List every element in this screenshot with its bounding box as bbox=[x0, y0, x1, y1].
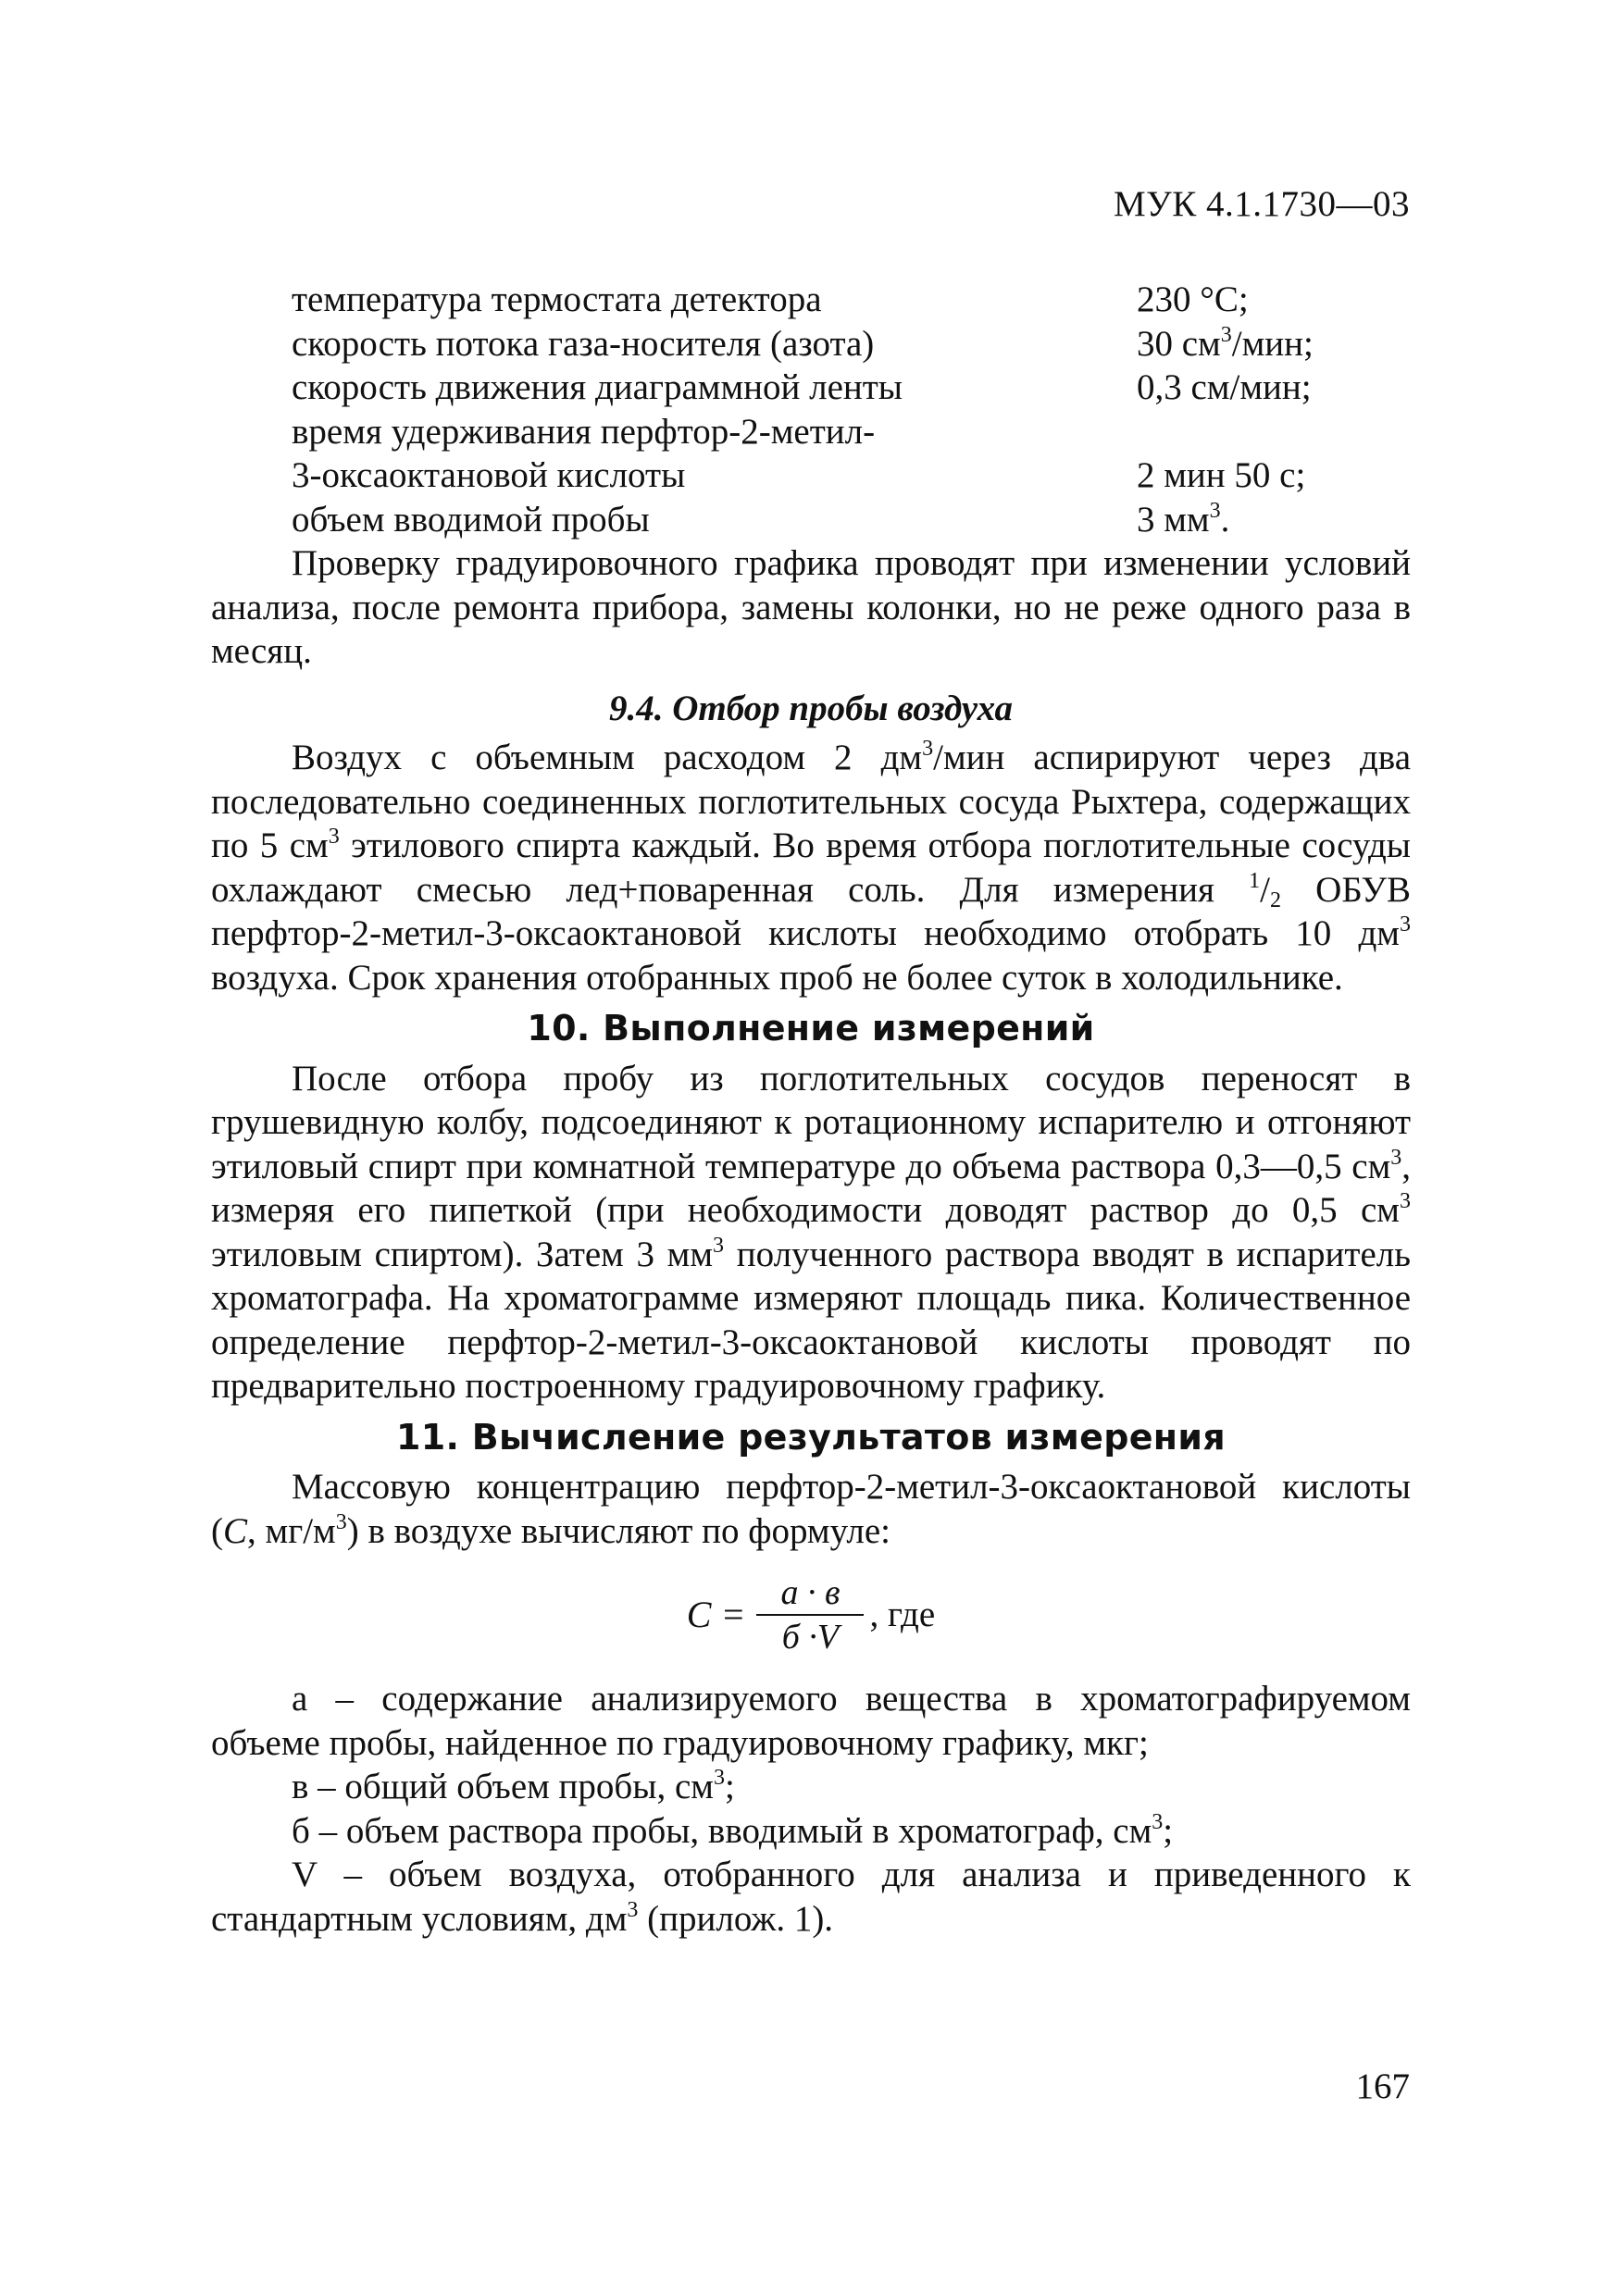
formula-denominator: б ·V bbox=[781, 1618, 840, 1657]
parameters-list bbox=[211, 278, 1411, 541]
parameter-name: скорость движения диаграммной ленты bbox=[292, 367, 903, 407]
parameter-name: время удерживания перфтор-2-метил- bbox=[292, 411, 876, 452]
air-sampling-paragraph: Воздух с объемным расходом 2 $дм^3$/мин аспирируют через два последовательно соединенных поглотительных сосуда Рыхтера, содержащих по 5 $см^3$ этилового спирта каждый. Во время отбора поглотительные сосуды охлаждают смесью лед+поваренная соль. Для измерения $^1/_2$ ОБУВ перфтор-2-метил-3-оксаоктановой кислоты необходимо отобрать 10 $дм^3$ воздуха. Срок хранения отобранных проб не более суток в холодильнике. bbox=[211, 737, 1412, 998]
parameter-name: 3-оксаоктановой кислоты bbox=[292, 455, 686, 495]
parameter-row bbox=[211, 410, 1411, 454]
parameter-value: 3 $мм^3$. bbox=[1137, 498, 1230, 540]
parameter-row bbox=[211, 278, 1411, 322]
formula-lhs: С = bbox=[686, 1594, 746, 1636]
calibration-check-paragraph: Проверку градуировочного графика проводят при изменении условий анализа, после ремонта прибора, замены колонки, но не реже одного раза в месяц. bbox=[211, 543, 1411, 671]
section-title: 11. Вычисление результатов измерения bbox=[396, 1416, 1226, 1458]
fraction-numerator: 1 bbox=[1249, 868, 1261, 893]
subsection-title: 9.4. Отбор пробы воздуха bbox=[608, 688, 1014, 728]
parameter-row bbox=[211, 366, 1411, 410]
section-title: 10. Выполнение измерений bbox=[527, 1008, 1095, 1049]
parameter-row bbox=[211, 322, 1411, 366]
parameter-value: 0,3 см/мин; bbox=[1137, 367, 1312, 407]
document-code-header: МУК 4.1.1730—03 bbox=[1113, 184, 1410, 224]
parameter-name: скорость потока газа-носителя (азота) bbox=[292, 323, 875, 364]
calculation-intro-paragraph: Массовую концентрацию перфтор-2-метил-3-оксаоктановой кислоты (С, $мг/м^3$) в воздухе вычисляют по формуле: bbox=[211, 1467, 1411, 1551]
definition-b: б – объем раствора пробы, вводимый в хроматограф, $см^3$; bbox=[292, 1809, 1174, 1851]
formula-numerator: а · в bbox=[780, 1573, 841, 1612]
definition-a: а – содержание анализируемого вещества в хроматографируемом объеме пробы, найденное по градуировочному графику, мкг; bbox=[211, 1679, 1411, 1763]
measurement-paragraph: После отбора пробу из поглотительных сосудов переносят в грушевидную колбу, подсоединяют к ротационному испарителю и отгоняют этиловый спирт при комнатной температуре до объема раствора 0,3—0,5 $см^3$, измеряя его пипеткой (при необходимости доводят раствор до 0,5 $см^3$ этиловым спиртом). Затем 3 $мм^3$ полученного раствора вводят в испаритель хроматографа. На хроматограмме измеряют площадь пика. Количественное определение перфтор-2-метил-3-оксаоктановой кислоты проводят по предварительно построенному градуировочному графику. bbox=[211, 1058, 1411, 1406]
parameter-value: 30 $см^3$/мин; bbox=[1137, 322, 1314, 364]
fraction-denominator: 2 bbox=[1269, 887, 1281, 912]
parameter-name: температура термостата детектора bbox=[292, 279, 822, 319]
parameter-value: 230 °С; bbox=[1137, 279, 1249, 319]
parameter-row bbox=[211, 498, 1411, 542]
formula-fraction bbox=[756, 1571, 864, 1658]
page-number: 167 bbox=[1355, 2066, 1410, 2106]
parameter-row bbox=[211, 453, 1411, 498]
definition-V: V – объем воздуха, отобранного для анализа и приведенного к стандартным условиям, $дм^3$ (прилож. 1). bbox=[211, 1855, 1411, 1939]
parameter-name: объем вводимой пробы bbox=[292, 499, 650, 540]
parameter-value: 2 мин 50 с; bbox=[1137, 455, 1306, 495]
parameter-value bbox=[1137, 410, 1411, 454]
formula-tail: , где bbox=[869, 1595, 936, 1635]
text-column bbox=[211, 278, 1411, 1941]
definition-v: в – общий объем пробы, $см^3$; bbox=[292, 1766, 735, 1806]
concentration-formula bbox=[211, 1558, 1411, 1671]
